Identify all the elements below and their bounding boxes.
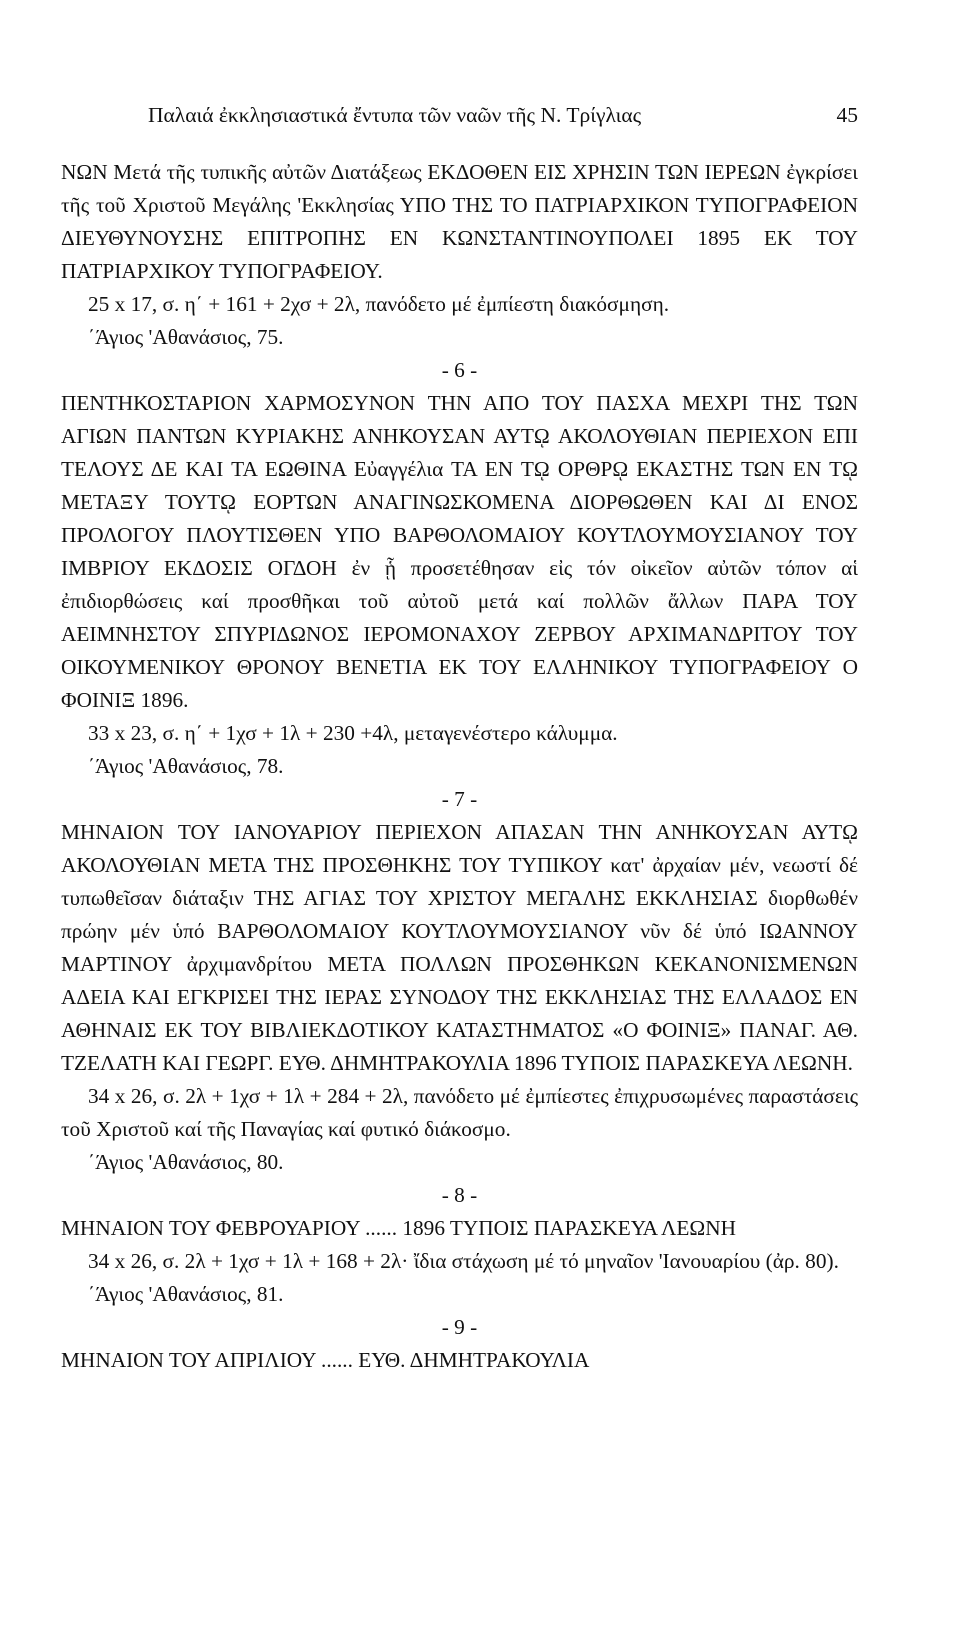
entry-7-location: ΄Άγιος 'Αθανάσιος, 80.	[88, 1150, 284, 1174]
entry-7-title: ΜΗΝΑΙΟΝ ΤΟΥ ΙΑΝΟΥΑΡΙΟΥ ΠΕΡΙΕΧΟΝ ΑΠΑΣΑΝ ΤΗΝ ΑΝΗΚΟΥΣΑΝ ΑΥΤῼ ΑΚΟΛΟΥΘΙΑΝ ΜΕΤΑ ΤΗΣ ΠΡΟΣΘΗΚΗΣ ΤΟΥ ΤΥΠΙΚΟΥ κατ' ἀρχαίαν μέν, νεωστί δέ τυπωθεῖσαν διάταξιν ΤΗΣ ΑΓΙΑΣ ΤΟΥ ΧΡΙΣΤΟΥ ΜΕΓΑΛΗΣ ΕΚΚΛΗΣΙΑΣ διορθωθέν πρώην μέν ὑπό ΒΑΡΘΟΛΟΜΑΙΟΥ ΚΟΥΤΛΟΥΜΟΥΣΙΑΝΟΥ νῦν δέ ὑπό ΙΩΑΝΝΟΥ ΜΑΡΤΙΝΟΥ ἀρχιμανδρίτου ΜΕΤΑ ΠΟΛΛΩΝ ΠΡΟΣΘΗΚΩΝ ΚΕΚΑΝΟΝΙΣΜΕΝΩΝ ΑΔΕΙΑ ΚΑΙ ΕΓΚΡΙΣΕΙ ΤΗΣ ΙΕΡΑΣ ΣΥΝΟΔΟΥ ΤΗΣ ΕΚΚΛΗΣΙΑΣ ΤΗΣ ΕΛΛΑΔΟΣ ΕΝ ΑΘΗΝΑΙΣ ΕΚ ΤΟΥ ΒΙΒΛΙΕΚΔΟΤΙΚΟΥ ΚΑΤΑΣΤΗΜΑΤΟΣ «Ο ΦΟΙΝΙΞ» ΠΑΝΑΓ. ΑΘ. ΤΖΕΛΑΤΗ ΚΑΙ ΓΕΩΡΓ. ΕΥΘ. ΔΗΜΗΤΡΑΚΟΥΛΙΑ 1896 ΤΥΠΟΙΣ ΠΑΡΑΣΚΕΥΑ ΛΕΩΝΗ.	[61, 820, 858, 1075]
entry-7-description: 34 x 26, σ. 2λ + 1χσ + 1λ + 284 + 2λ, πανόδετο μέ ἐμπίεστες ἐπιχρυσωμένες παραστάσεις τοῦ Χριστοῦ καί τῆς Παναγίας καί φυτικό διάκοσμο.	[61, 1084, 858, 1141]
entry-9-title: ΜΗΝΑΙΟΝ ΤΟΥ ΑΠΡΙΛΙΟΥ ...... ΕΥΘ. ΔΗΜΗΤΡΑΚΟΥΛΙΑ	[61, 1348, 590, 1372]
entry-6-description: 33 x 23, σ. η΄ + 1χσ + 1λ + 230 +4λ, μεταγενέστερο κάλυμμα.	[88, 721, 618, 745]
page-body	[61, 156, 858, 1377]
entry-6-location: ΄Άγιος 'Αθανάσιος, 78.	[88, 754, 284, 778]
entry-5-description: 25 x 17, σ. η΄ + 161 + 2χσ + 2λ, πανόδετο μέ ἐμπίεστη διακόσμηση.	[88, 292, 670, 316]
entry-6-title: ΠΕΝΤΗΚΟΣΤΑΡΙΟΝ ΧΑΡΜΟΣΥΝΟΝ ΤΗΝ ΑΠΟ ΤΟΥ ΠΑΣΧΑ ΜΕΧΡΙ ΤΗΣ ΤΩΝ ΑΓΙΩΝ ΠΑΝΤΩΝ ΚΥΡΙΑΚΗΣ ΑΝΗΚΟΥΣΑΝ ΑΥΤῼ ΑΚΟΛΟΥΘΙΑΝ ΠΕΡΙΕΧΟΝ ΕΠΙ ΤΕΛΟΥΣ ΔΕ ΚΑΙ ΤΑ ΕΩΘΙΝΑ Εὐαγγέλια ΤΑ ΕΝ Τῼ ΟΡΘΡῼ ΕΚΑΣΤΗΣ ΤΩΝ ΕΝ Τῼ ΜΕΤΑΞΥ ΤΟΥΤῼ ΕΟΡΤΩΝ ΑΝΑΓΙΝΩΣΚΟΜΕΝΑ ΔΙΟΡΘΩΘΕΝ ΚΑΙ ΔΙ ΕΝΟΣ ΠΡΟΛΟΓΟΥ ΠΛΟΥΤΙΣΘΕΝ ΥΠΟ ΒΑΡΘΟΛΟΜΑΙΟΥ ΚΟΥΤΛΟΥΜΟΥΣΙΑΝΟΥ ΤΟΥ ΙΜΒΡΙΟΥ ΕΚΔΟΣΙΣ ΟΓΔΟΗ ἐν ᾗ προσετέθησαν εἰς τόν οἰκεῖον αὐτῶν τόπον αἱ ἐπιδιορθώσεις καί προσθῆκαι τοῦ αὐτοῦ μετά καί πολλῶν ἄλλων ΠΑΡΑ ΤΟΥ ΑΕΙΜΝΗΣΤΟΥ ΣΠΥΡΙΔΩΝΟΣ ΙΕΡΟΜΟΝΑΧΟΥ ΖΕΡΒΟΥ ΑΡΧΙΜΑΝΔΡΙΤΟΥ ΤΟΥ ΟΙΚΟΥΜΕΝΙΚΟΥ ΘΡΟΝΟΥ ΒΕΝΕΤΙΑ ΕΚ ΤΟΥ ΕΛΛΗΝΙΚΟΥ ΤΥΠΟΓΡΑΦΕΙΟΥ Ο ΦΟΙΝΙΞ 1896.	[61, 391, 858, 712]
entry-8-number: - 8 -	[441, 1183, 478, 1207]
entry-8-description: 34 x 26, σ. 2λ + 1χσ + 1λ + 168 + 2λ· ἴδια στάχωση μέ τό μηναῖον 'Ιανουαρίου (ἀρ. 80).	[88, 1249, 839, 1273]
entry-5-title-continuation: ΝΩΝ Μετά τῆς τυπικῆς αὐτῶν Διατάξεως ΕΚΔΟΘΕΝ ΕΙΣ ΧΡΗΣΙΝ ΤΩΝ ΙΕΡΕΩΝ ἐγκρίσει τῆς τοῦ Χριστοῦ Μεγάλης 'Εκκλησίας ΥΠΟ ΤΗΣ ΤΟ ΠΑΤΡΙΑΡΧΙΚΟΝ ΤΥΠΟΓΡΑΦΕΙΟΝ ΔΙΕΥΘΥΝΟΥΣΗΣ ΕΠΙΤΡΟΠΗΣ ΕΝ ΚΩΝΣΤΑΝΤΙΝΟΥΠΟΛΕΙ 1895 ΕΚ ΤΟΥ ΠΑΤΡΙΑΡΧΙΚΟΥ ΤΥΠΟΓΡΑΦΕΙΟΥ.	[61, 160, 858, 283]
entry-7-number: - 7 -	[441, 787, 478, 811]
entry-9-number: - 9 -	[441, 1315, 478, 1339]
entry-8-title: ΜΗΝΑΙΟΝ ΤΟΥ ΦΕΒΡΟΥΑΡΙΟΥ ...... 1896 ΤΥΠΟΙΣ ΠΑΡΑΣΚΕΥΑ ΛΕΩΝΗ	[61, 1216, 736, 1240]
page-number: 45	[836, 103, 858, 127]
entry-8-location: ΄Άγιος 'Αθανάσιος, 81.	[88, 1282, 284, 1306]
entry-5-location: ΄Άγιος 'Αθανάσιος, 75.	[88, 325, 284, 349]
running-title: Παλαιά ἐκκλησιαστικά ἔντυπα τῶν ναῶν τῆς Ν. Τρίγλιας	[148, 103, 642, 127]
entry-6-number: - 6 -	[441, 358, 478, 382]
